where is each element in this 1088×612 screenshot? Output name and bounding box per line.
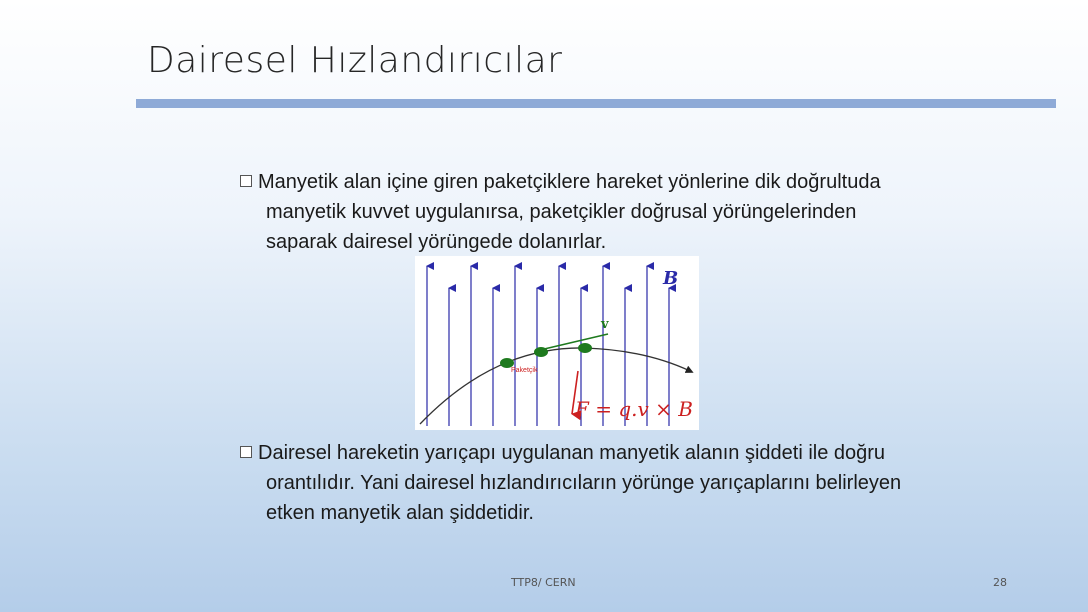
bullet-2-text: Dairesel hareketin yarıçapı uygulanan manyetik alanın şiddeti ile doğru orantılıdır. Yani dairesel hızlandırıcıların yörünge yarıçaplarını belirleyen etken manyetik alan şiddetidir. <box>258 442 902 524</box>
field-diagram <box>415 256 699 430</box>
magnetic-field-figure <box>415 256 699 430</box>
force-formula: F = q.v × B <box>575 397 693 421</box>
particle-label: Paketçik <box>511 367 538 374</box>
particle <box>534 347 548 357</box>
slide-title: Dairesel Hızlandırıcılar <box>147 40 563 81</box>
bullet-square-icon <box>240 446 252 458</box>
field-label: B <box>663 268 679 289</box>
bullet-1 <box>240 167 906 257</box>
bullet-square-icon <box>240 175 252 187</box>
slide-footer: TTP8/ CERN <box>511 576 576 589</box>
bullet-1-text: Manyetik alan içine giren paketçiklere hareket yönlerine dik doğrultuda manyetik kuvvet uygulanırsa, paketçikler doğrusal yörüngelerinden saparak dairesel yörüngede dolanırlar. <box>258 171 881 253</box>
title-underline <box>136 99 1056 108</box>
particle <box>578 343 592 353</box>
velocity-label: v <box>601 317 609 332</box>
page-number: 28 <box>993 576 1007 589</box>
bullet-2 <box>240 438 906 528</box>
